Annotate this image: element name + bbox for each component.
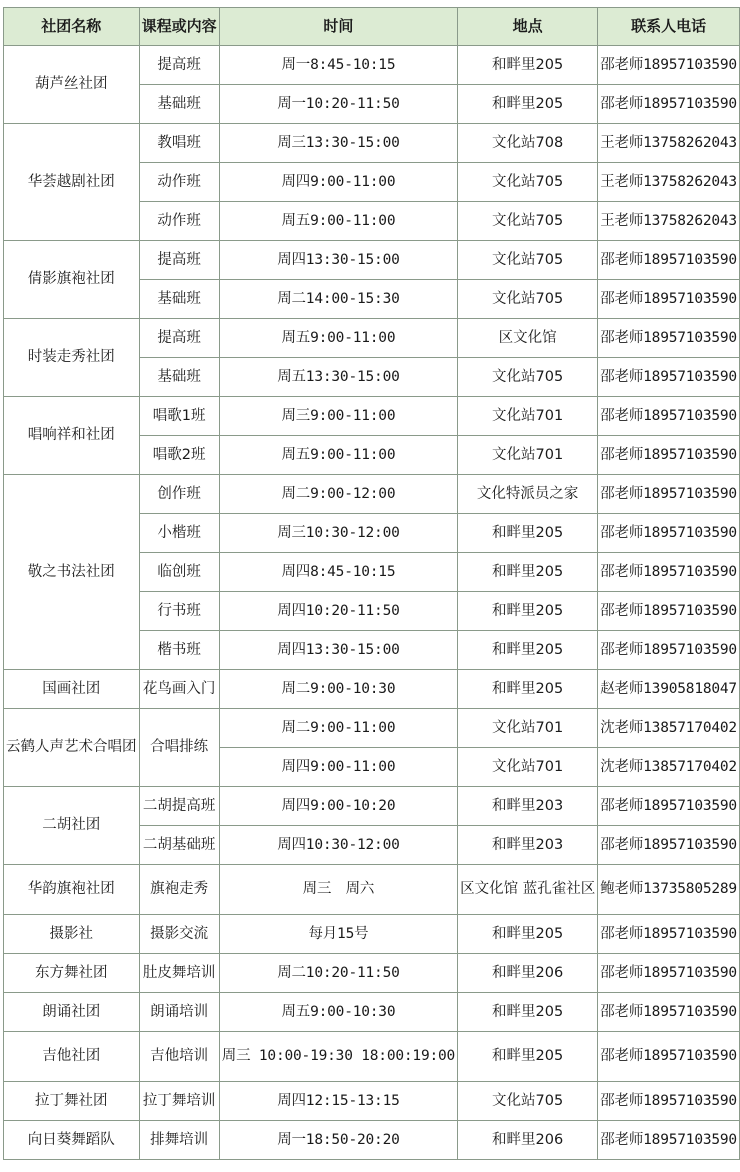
- table-row: [4, 319, 740, 358]
- club-name-cell: 华韵旗袍社团: [4, 865, 140, 915]
- place-cell: 和畔里205: [458, 1032, 598, 1082]
- contact-cell: 邵老师18957103590: [598, 85, 740, 124]
- place-cell: 文化站708: [458, 124, 598, 163]
- table-row: [4, 1121, 740, 1160]
- contact-cell: 邵老师18957103590: [598, 592, 740, 631]
- place-cell: 和畔里205: [458, 553, 598, 592]
- course-cell: 教唱班: [139, 124, 219, 163]
- place-cell: 文化站701: [458, 436, 598, 475]
- header-place: 地点: [458, 8, 598, 46]
- course-cell: 唱歌2班: [139, 436, 219, 475]
- time-cell: 周五9:00-11:00: [219, 319, 457, 358]
- table-row: [4, 475, 740, 514]
- course-cell: 花鸟画入门: [139, 670, 219, 709]
- club-name-cell: 云鹤人声艺术合唱团: [4, 709, 140, 787]
- place-cell: 和畔里203: [458, 787, 598, 826]
- contact-cell: 邵老师18957103590: [598, 241, 740, 280]
- club-name-cell: 向日葵舞蹈队: [4, 1121, 140, 1160]
- club-name-cell: 摄影社: [4, 915, 140, 954]
- course-cell: 二胡基础班: [139, 826, 219, 865]
- table-row: [4, 124, 740, 163]
- contact-cell: 邵老师18957103590: [598, 475, 740, 514]
- contact-cell: 邵老师18957103590: [598, 631, 740, 670]
- place-cell: 区文化馆 蓝孔雀社区: [458, 865, 598, 915]
- course-cell: 基础班: [139, 280, 219, 319]
- table-row: [4, 787, 740, 826]
- time-cell: 周一18:50-20:20: [219, 1121, 457, 1160]
- place-cell: 文化站701: [458, 748, 598, 787]
- club-name-cell: 华荟越剧社团: [4, 124, 140, 241]
- table-row: [4, 954, 740, 993]
- place-cell: 和畔里205: [458, 514, 598, 553]
- contact-cell: 王老师13758262043: [598, 124, 740, 163]
- place-cell: 文化特派员之家: [458, 475, 598, 514]
- header-row: [4, 8, 740, 46]
- course-cell: 朗诵培训: [139, 993, 219, 1032]
- contact-cell: 邵老师18957103590: [598, 514, 740, 553]
- contact-cell: 邵老师18957103590: [598, 915, 740, 954]
- place-cell: 和畔里205: [458, 592, 598, 631]
- club-name-cell: 国画社团: [4, 670, 140, 709]
- time-cell: 周四12:15-13:15: [219, 1082, 457, 1121]
- club-name-cell: 时装走秀社团: [4, 319, 140, 397]
- course-cell: 提高班: [139, 241, 219, 280]
- time-cell: 周四9:00-10:20: [219, 787, 457, 826]
- table-row: [4, 865, 740, 915]
- header-time: 时间: [219, 8, 457, 46]
- time-cell: 周五9:00-11:00: [219, 436, 457, 475]
- time-cell: 周三 10:00-19:30 18:00:19:00: [219, 1032, 457, 1082]
- course-cell: 基础班: [139, 358, 219, 397]
- club-name-cell: 东方舞社团: [4, 954, 140, 993]
- contact-cell: 邵老师18957103590: [598, 1082, 740, 1121]
- contact-cell: 邵老师18957103590: [598, 787, 740, 826]
- contact-cell: 邵老师18957103590: [598, 280, 740, 319]
- time-cell: 周二14:00-15:30: [219, 280, 457, 319]
- contact-cell: 王老师13758262043: [598, 163, 740, 202]
- time-cell: 周二9:00-11:00: [219, 709, 457, 748]
- course-cell: 提高班: [139, 46, 219, 85]
- place-cell: 文化站701: [458, 709, 598, 748]
- time-cell: 周四9:00-11:00: [219, 163, 457, 202]
- time-cell: 周三9:00-11:00: [219, 397, 457, 436]
- club-name-cell: 拉丁舞社团: [4, 1082, 140, 1121]
- contact-cell: 邵老师18957103590: [598, 319, 740, 358]
- course-cell: 旗袍走秀: [139, 865, 219, 915]
- place-cell: 文化站701: [458, 397, 598, 436]
- time-cell: 周二10:20-11:50: [219, 954, 457, 993]
- contact-cell: 邵老师18957103590: [598, 1032, 740, 1082]
- place-cell: 和畔里206: [458, 1121, 598, 1160]
- table-row: [4, 1082, 740, 1121]
- time-cell: 周五9:00-10:30: [219, 993, 457, 1032]
- course-cell: 合唱排练: [139, 709, 219, 787]
- contact-cell: 邵老师18957103590: [598, 1121, 740, 1160]
- contact-cell: 邵老师18957103590: [598, 826, 740, 865]
- place-cell: 区文化馆: [458, 319, 598, 358]
- place-cell: 文化站705: [458, 202, 598, 241]
- time-cell: 周二9:00-10:30: [219, 670, 457, 709]
- time-cell: 周四10:20-11:50: [219, 592, 457, 631]
- table-row: [4, 241, 740, 280]
- time-cell: 周四13:30-15:00: [219, 631, 457, 670]
- time-cell: 周五13:30-15:00: [219, 358, 457, 397]
- time-cell: 周四9:00-11:00: [219, 748, 457, 787]
- table-row: [4, 670, 740, 709]
- time-cell: 周三10:30-12:00: [219, 514, 457, 553]
- club-name-cell: 敬之书法社团: [4, 475, 140, 670]
- contact-cell: 邵老师18957103590: [598, 436, 740, 475]
- place-cell: 和畔里205: [458, 670, 598, 709]
- course-cell: 排舞培训: [139, 1121, 219, 1160]
- place-cell: 和畔里205: [458, 46, 598, 85]
- place-cell: 和畔里205: [458, 993, 598, 1032]
- time-cell: 周五9:00-11:00: [219, 202, 457, 241]
- place-cell: 和畔里203: [458, 826, 598, 865]
- course-cell: 行书班: [139, 592, 219, 631]
- course-cell: 提高班: [139, 319, 219, 358]
- club-name-cell: 倩影旗袍社团: [4, 241, 140, 319]
- course-cell: 基础班: [139, 85, 219, 124]
- place-cell: 文化站705: [458, 280, 598, 319]
- course-cell: 拉丁舞培训: [139, 1082, 219, 1121]
- place-cell: 和畔里205: [458, 631, 598, 670]
- contact-cell: 沈老师13857170402: [598, 709, 740, 748]
- contact-cell: 赵老师13905818047: [598, 670, 740, 709]
- header-club: 社团名称: [4, 8, 140, 46]
- time-cell: 周一10:20-11:50: [219, 85, 457, 124]
- contact-cell: 邵老师18957103590: [598, 397, 740, 436]
- club-name-cell: 吉他社团: [4, 1032, 140, 1082]
- schedule-table: [3, 7, 740, 1160]
- table-row: [4, 46, 740, 85]
- course-cell: 楷书班: [139, 631, 219, 670]
- club-name-cell: 唱响祥和社团: [4, 397, 140, 475]
- place-cell: 和畔里205: [458, 915, 598, 954]
- table-row: [4, 915, 740, 954]
- contact-cell: 邵老师18957103590: [598, 993, 740, 1032]
- time-cell: 周四10:30-12:00: [219, 826, 457, 865]
- table-row: [4, 993, 740, 1032]
- contact-cell: 邵老师18957103590: [598, 358, 740, 397]
- time-cell: 周三13:30-15:00: [219, 124, 457, 163]
- place-cell: 和畔里206: [458, 954, 598, 993]
- table-row: [4, 1032, 740, 1082]
- course-cell: 动作班: [139, 202, 219, 241]
- header-contact: 联系人电话: [598, 8, 740, 46]
- contact-cell: 邵老师18957103590: [598, 954, 740, 993]
- course-cell: 肚皮舞培训: [139, 954, 219, 993]
- contact-cell: 邵老师18957103590: [598, 553, 740, 592]
- time-cell: 周四13:30-15:00: [219, 241, 457, 280]
- contact-cell: 邵老师18957103590: [598, 46, 740, 85]
- time-cell: 周二9:00-12:00: [219, 475, 457, 514]
- place-cell: 和畔里205: [458, 85, 598, 124]
- time-cell: 每月15号: [219, 915, 457, 954]
- course-cell: 动作班: [139, 163, 219, 202]
- contact-cell: 鲍老师13735805289: [598, 865, 740, 915]
- course-cell: 唱歌1班: [139, 397, 219, 436]
- course-cell: 摄影交流: [139, 915, 219, 954]
- place-cell: 文化站705: [458, 241, 598, 280]
- place-cell: 文化站705: [458, 163, 598, 202]
- course-cell: 创作班: [139, 475, 219, 514]
- club-name-cell: 二胡社团: [4, 787, 140, 865]
- header-course: 课程或内容: [139, 8, 219, 46]
- club-name-cell: 葫芦丝社团: [4, 46, 140, 124]
- time-cell: 周四8:45-10:15: [219, 553, 457, 592]
- course-cell: 二胡提高班: [139, 787, 219, 826]
- time-cell: 周一8:45-10:15: [219, 46, 457, 85]
- course-cell: 小楷班: [139, 514, 219, 553]
- time-cell: 周三 周六: [219, 865, 457, 915]
- contact-cell: 王老师13758262043: [598, 202, 740, 241]
- table-row: [4, 397, 740, 436]
- schedule-body: [4, 46, 740, 1160]
- place-cell: 文化站705: [458, 358, 598, 397]
- course-cell: 吉他培训: [139, 1032, 219, 1082]
- place-cell: 文化站705: [458, 1082, 598, 1121]
- club-name-cell: 朗诵社团: [4, 993, 140, 1032]
- table-row: [4, 709, 740, 748]
- contact-cell: 沈老师13857170402: [598, 748, 740, 787]
- course-cell: 临创班: [139, 553, 219, 592]
